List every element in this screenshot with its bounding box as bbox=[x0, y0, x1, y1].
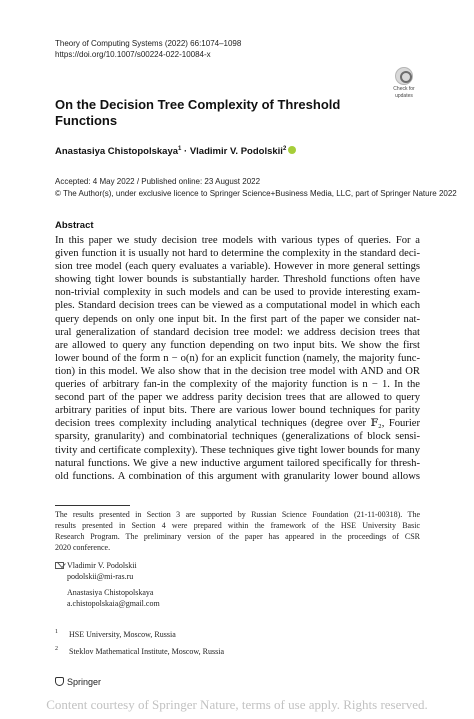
abstract-line: tion) in this model. We also show that in the decision tree model with AND and OR bbox=[55, 365, 420, 377]
abstract-line: sparsity, granularity) and combinatorial techniques (generalizations of block sensi- bbox=[55, 431, 420, 443]
author-1-name[interactable]: Anastasiya Chistopolskaya bbox=[55, 146, 179, 157]
abstract-line: queries of arbitrary fan-in the complexity of the majority function is n − 1. In the bbox=[55, 379, 420, 391]
doi-link[interactable]: https://doi.org/10.1007/s00224-022-10084-x bbox=[55, 50, 211, 59]
abstract-line: sion tree model (each query evaluates a variable). However in more general settings bbox=[55, 261, 420, 273]
footnote-line: The results presented in Section 3 are supported by Russian Science Foundation (21-11-00318). The bbox=[55, 510, 420, 519]
publisher-name: Springer bbox=[67, 677, 102, 687]
abstract-body bbox=[55, 234, 420, 483]
title-line-2: Functions bbox=[55, 113, 118, 128]
author-1-affiliation: 1 bbox=[178, 145, 182, 152]
journal-header bbox=[55, 38, 241, 60]
crossmark-label-1: Check for bbox=[393, 86, 415, 92]
abstract-line: ples. Standard decision trees can be viewed as a computational model in which each bbox=[55, 300, 420, 312]
author-list bbox=[55, 146, 296, 158]
corr-name-2: Anastasiya Chistopolskaya bbox=[67, 588, 154, 597]
journal-citation: Theory of Computing Systems (2022) 66:1074–1098 bbox=[55, 39, 242, 48]
crossmark-label-2: updates bbox=[395, 93, 413, 99]
courtesy-watermark: Content courtesy of Springer Nature, terms of use apply. Rights reserved. bbox=[46, 697, 428, 712]
abstract-line: second part of the paper we address parity decision trees that are allowed to query bbox=[55, 392, 420, 404]
abstract-line: decision trees complexity including analytical techniques (degree over 𝔽₂, Fourier bbox=[55, 418, 420, 430]
abstract-line: query depends on only one input bit. In the first part of the paper we consider nat- bbox=[55, 313, 420, 325]
abstract-line: given function it is usually not hard to determine the complexity in the standard deci- bbox=[55, 248, 420, 260]
corresponding-author-2 bbox=[67, 587, 160, 609]
accepted-published-dates: Accepted: 4 May 2022 / Published online: 23 August 2022 bbox=[55, 177, 261, 186]
author-separator: · bbox=[184, 146, 188, 157]
funding-footnote bbox=[55, 509, 420, 553]
crossmark-icon bbox=[395, 67, 413, 85]
abstract-heading: Abstract bbox=[55, 220, 94, 231]
abstract-line: natural functions. We give a new inductive argument tailored specifically for thresh- bbox=[55, 457, 420, 469]
article-title bbox=[55, 97, 355, 129]
corresponding-author-1 bbox=[67, 560, 137, 582]
title-line-1: On the Decision Tree Complexity of Threshold bbox=[55, 97, 341, 112]
abstract-line: ural generalization of standard decision tree model: we address decision trees that bbox=[55, 326, 420, 338]
abstract-line: are allowed to query any function depending on two input bits. We show the first bbox=[55, 339, 420, 351]
footnote-line: results presented in Section 4 were prepared within the framework of the HSE University Basic bbox=[55, 521, 420, 530]
abstract-line: In this paper we study decision tree models with various types of queries. For a bbox=[55, 235, 420, 246]
abstract-line: arbitrary parities of input bits. There are various lower bound techniques for parity bbox=[55, 405, 420, 417]
corr-email-1[interactable]: podolskii@mi-ras.ru bbox=[67, 572, 134, 581]
abstract-line: lower bound of the form n − o(n) for an explicit function (namely, the majority func- bbox=[55, 352, 420, 364]
envelope-icon bbox=[55, 562, 64, 569]
abstract-line: non-trivial complexity in such models and can be used to provide interesting exam- bbox=[55, 287, 420, 299]
affiliation-1-text: HSE University, Moscow, Russia bbox=[69, 630, 176, 639]
corr-email-2[interactable]: a.chistopolskaia@gmail.com bbox=[67, 599, 160, 608]
abstract-line: old functions. A combination of this argument with granularity lower bound allows bbox=[55, 470, 420, 482]
affiliation-2-number: 2 bbox=[55, 646, 58, 652]
abstract-line: showing tight lower bounds is substantially harder. Threshold functions often have bbox=[55, 274, 420, 286]
springer-horse-icon bbox=[55, 677, 64, 686]
footnote-line: 2020 conference. bbox=[55, 543, 111, 552]
publisher-footer bbox=[55, 677, 101, 687]
article-meta bbox=[55, 176, 457, 200]
author-2-name[interactable]: Vladimir V. Podolskii bbox=[189, 146, 283, 157]
abstract-line: tivity and certificate complexity). These techniques give tight lower bounds for many bbox=[55, 444, 420, 456]
author-2-affiliation: 2 bbox=[282, 145, 287, 152]
footnote-line: Research Program. The preliminary version of the paper has appeared in the proceedings of CSR bbox=[55, 532, 420, 541]
affiliation-2-text: Steklov Mathematical Institute, Moscow, Russia bbox=[69, 647, 225, 656]
copyright-notice: © The Author(s), under exclusive licence to Springer Science+Business Media, LLC, part of Springer Nature 2022 bbox=[55, 189, 457, 198]
corr-name-1: Vladimir V. Podolskii bbox=[67, 561, 137, 570]
affiliation-1-number: 1 bbox=[55, 629, 58, 635]
orcid-icon[interactable] bbox=[288, 146, 296, 154]
footnote-divider bbox=[55, 505, 130, 506]
check-for-updates-badge[interactable] bbox=[389, 67, 419, 99]
